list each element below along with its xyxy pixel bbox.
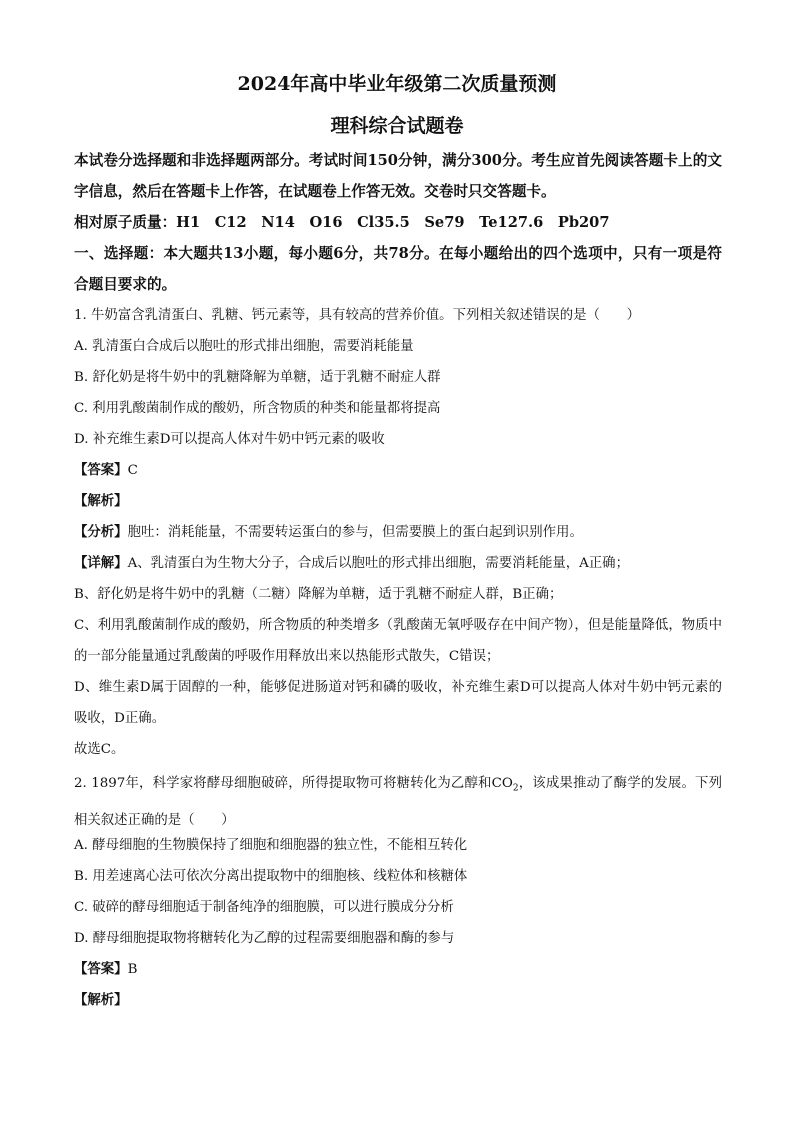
- xiangjie-tag: 【详解】: [74, 555, 128, 571]
- question-1-option-a: A. 乳清蛋白合成后以胞吐的形式排出细胞，需要消耗能量: [74, 339, 414, 354]
- question-2-option-d: D. 酵母细胞提取物将糖转化为乙醇的过程需要细胞器和酶的参与: [74, 931, 455, 946]
- question-1-option-c: C. 利用乳酸菌制作成的酸奶，所含物质的种类和能量都将提高: [74, 401, 441, 416]
- analysis-tag: 【解析】: [74, 493, 128, 509]
- question-2-option-b: B. 用差速离心法可依次分离出提取物中的细胞核、线粒体和核糖体: [74, 869, 468, 884]
- question-1-fenxi: [74, 517, 722, 548]
- question-2-option-a: A. 酵母细胞的生物膜保持了细胞和细胞器的独立性，不能相互转化: [74, 838, 468, 853]
- question-2-option-c: C. 破碎的酵母细胞适于制备纯净的细胞膜，可以进行膜成分分析: [74, 900, 454, 915]
- answer-tag: 【答案】: [74, 961, 128, 977]
- question-1-option-d: D. 补充维生素D可以提高人体对牛奶中钙元素的吸收: [74, 432, 385, 447]
- question-2-analysis-tag: [74, 985, 722, 1016]
- question-2-answer-line: [74, 954, 722, 985]
- question-1-stem: 1. 牛奶富含乳清蛋白、乳糖、钙元素等，具有较高的营养价值。下列相关叙述错误的是（ ）: [74, 308, 641, 323]
- stem-part-2: ，该成果推动了酶学的发展。下列相关叙述正确的是（ ）: [74, 776, 722, 828]
- question-1-detail-b: B、舒化奶是将牛奶中的乳糖（二糖）降解为单糖，适于乳糖不耐症人群，B正确；: [74, 587, 563, 602]
- question-1-conclusion: 故选C。: [74, 742, 125, 757]
- exam-title: 2024年高中毕业年级第二次质量预测: [237, 73, 557, 95]
- question-1-answer-line: [74, 455, 722, 486]
- answer-value: B: [127, 962, 138, 977]
- question-1-detail-c: C、利用乳酸菌制作成的酸奶，所含物质的种类增多（乳酸菌无氧呼吸存在中间产物），但是能量降低，物质中的一部分能量通过乳酸菌的呼吸作用释放出来以热能形式散失，C错误；: [74, 618, 722, 664]
- question-1-detail-d: D、维生素D属于固醇的一种，能够促进肠道对钙和磷的吸收，补充维生素D可以提高人体对牛奶中钙元素的吸收，D正确。: [74, 680, 722, 726]
- section-header: 一、选择题：本大题共13小题，每小题6分，共78分。在每小题给出的四个选项中，只有一项是符合题目要求的。: [74, 245, 722, 293]
- detail-a-text: A、乳清蛋白为生物大分子，合成后以胞吐的形式排出细胞，需要消耗能量，A正确；: [127, 556, 629, 571]
- fenxi-tag: 【分析】: [74, 524, 128, 540]
- exam-subtitle: 理科综合试题卷: [330, 115, 464, 137]
- question-1-analysis-tag: [74, 486, 722, 517]
- fenxi-text: 胞吐：消耗能量，不需要转运蛋白的参与，但需要膜上的蛋白起到识别作用。: [127, 525, 583, 540]
- atomic-mass-line: 相对原子质量：H1 C12 N14 O16 Cl35.5 Se79 Te127.6 Pb207: [74, 214, 610, 231]
- question-1-option-b: B. 舒化奶是将牛奶中的乳糖降解为单糖，适于乳糖不耐症人群: [74, 370, 441, 385]
- answer-tag: 【答案】: [74, 462, 128, 478]
- question-1-detail-a: [74, 548, 722, 579]
- stem-subscript: 2: [512, 783, 519, 794]
- question-2-stem: [74, 768, 722, 836]
- instructions-paragraph: 本试卷分选择题和非选择题两部分。考试时间150分钟，满分300分。考生应首先阅读答题卡上的文字信息，然后在答题卡上作答，在试题卷上作答无效。交卷时只交答题卡。: [74, 152, 722, 200]
- analysis-tag: 【解析】: [74, 992, 128, 1008]
- stem-part-1: 2. 1897年，科学家将酵母细胞破碎，所得提取物可将糖转化为乙醇和CO: [74, 776, 513, 791]
- answer-value: C: [127, 463, 138, 478]
